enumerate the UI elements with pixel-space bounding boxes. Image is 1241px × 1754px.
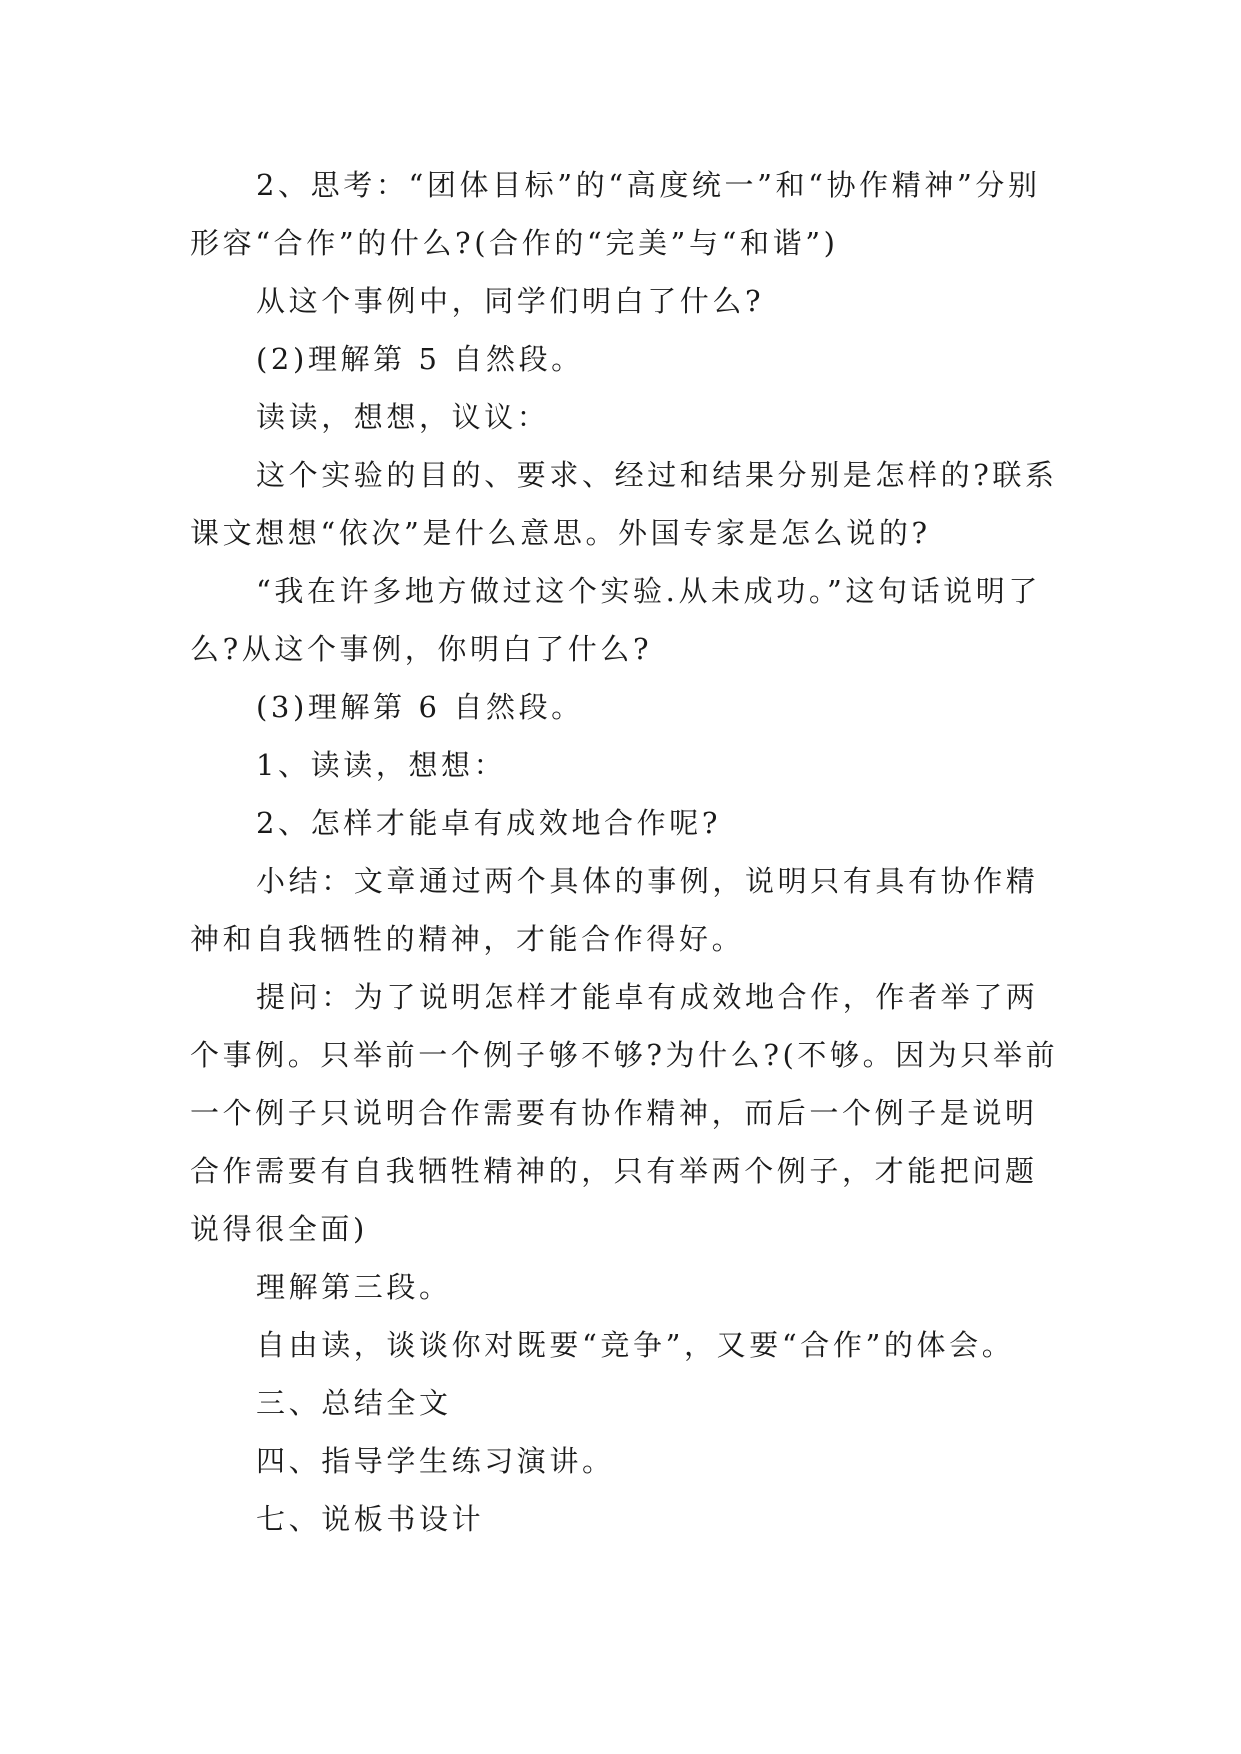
- paragraph: 三、总结全文: [256, 1386, 452, 1420]
- paragraph: 这个实验的目的、要求、经过和结果分别是怎样的?联系课文想想“依次”是什么意思。外国专家是怎么说的?: [190, 458, 1058, 550]
- paragraph: 理解第三段。: [256, 1270, 452, 1304]
- paragraph: 自由读，谈谈你对既要“竞争”，又要“合作”的体会。: [256, 1328, 1015, 1362]
- paragraph: (3)理解第 6 自然段。: [256, 690, 584, 724]
- paragraph: 2、思考：“团体目标”的“高度统一”和“协作精神”分别形容“合作”的什么?(合作的“完美”与“和谐”): [190, 168, 1041, 260]
- paragraph: 提问：为了说明怎样才能卓有成效地合作，作者举了两个事例。只举前一个例子够不够?为什么?(不够。因为只举前一个例子只说明合作需要有协作精神，而后一个例子是说明合作需要有自我牺牲精神的，只有举两个例子，才能把问题说得很全面): [190, 980, 1059, 1246]
- paragraph: 从这个事例中，同学们明白了什么?: [256, 284, 765, 318]
- paragraph: 1、读读，想想：: [256, 748, 507, 782]
- paragraph: 七、说板书设计: [256, 1502, 485, 1536]
- paragraph: “我在许多地方做过这个实验.从未成功。”这句话说明了么?从这个事例，你明白了什么?: [190, 574, 1041, 666]
- paragraph: (2)理解第 5 自然段。: [256, 342, 584, 376]
- paragraph: 小结：文章通过两个具体的事例，说明只有具有协作精神和自我牺牲的精神，才能合作得好。: [190, 864, 1039, 956]
- paragraph: 2、怎样才能卓有成效地合作呢?: [256, 806, 721, 840]
- paragraph: 四、指导学生练习演讲。: [256, 1444, 615, 1478]
- paragraph: 读读，想想，议议：: [256, 400, 550, 434]
- document-body: [190, 156, 1070, 1548]
